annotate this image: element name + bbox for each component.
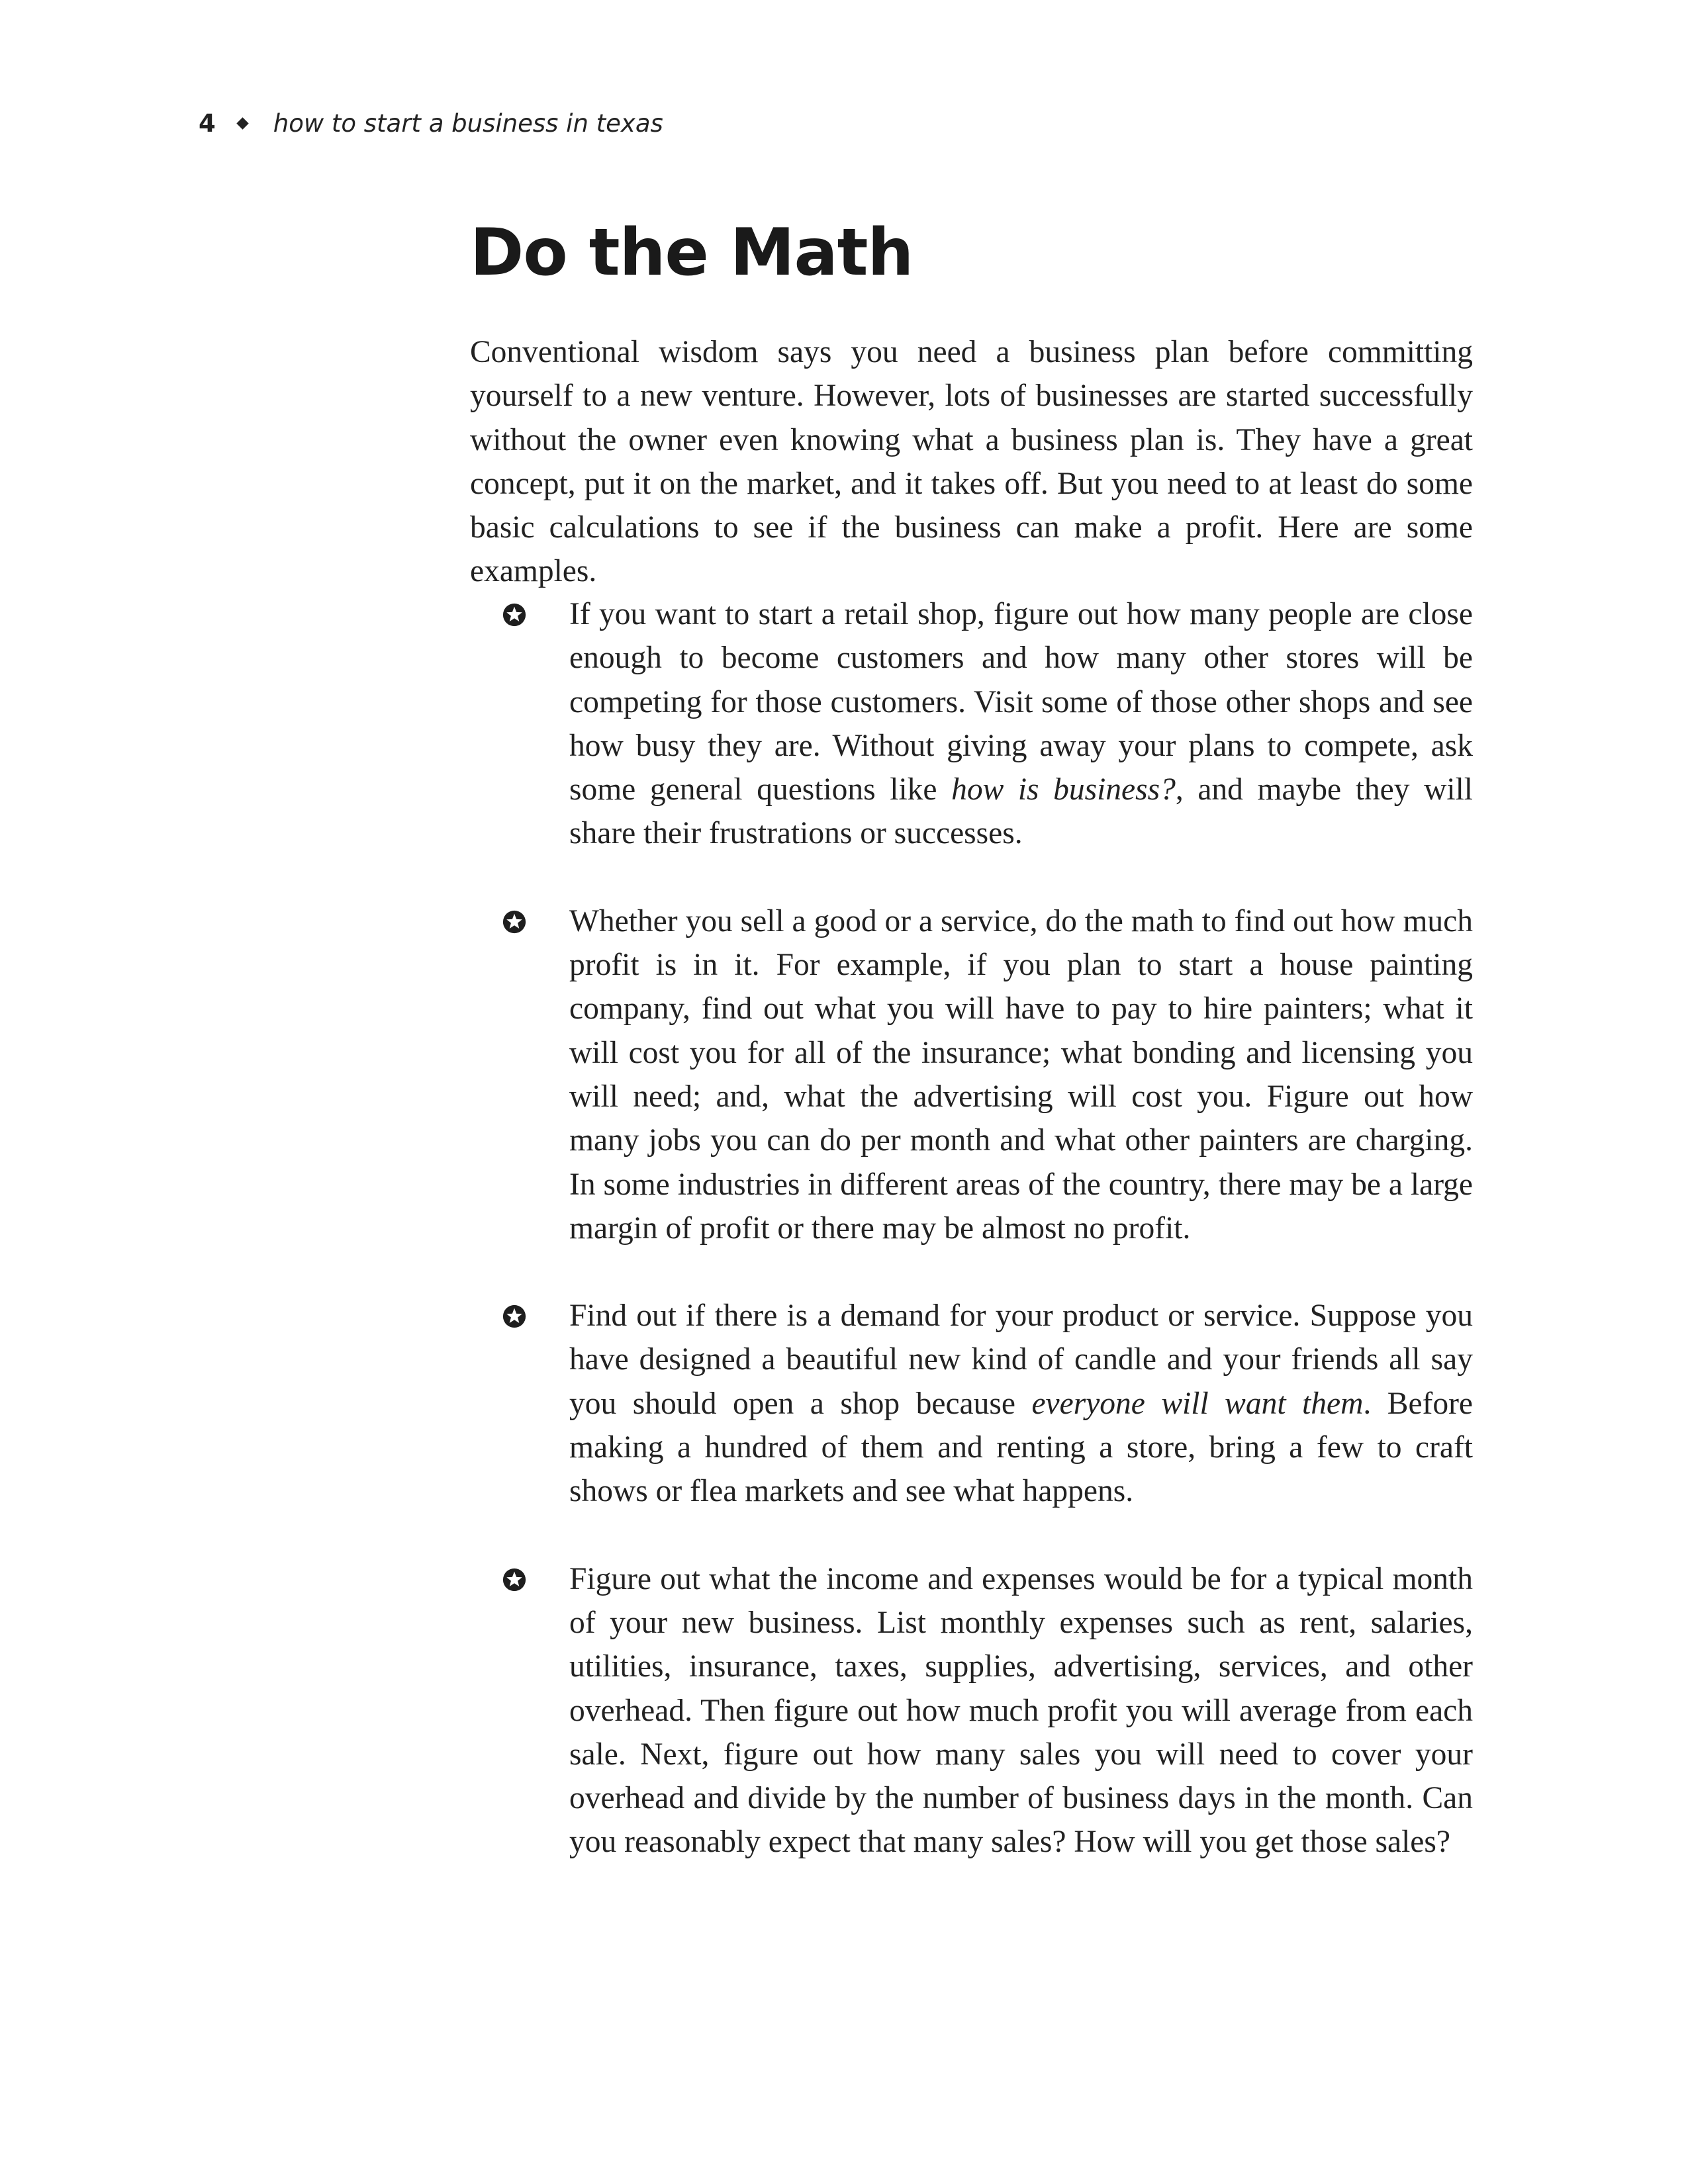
star-bullet-icon: [502, 602, 527, 627]
list-item: [470, 592, 1473, 856]
list-item: [470, 899, 1473, 1250]
list-item-text: [569, 592, 1473, 856]
emphasis-text: everyone will want them: [1031, 1386, 1364, 1421]
section-title: Do the Math: [470, 215, 914, 291]
list-item-text: Whether you sell a good or a service, do the math to find out how much profit is in it. For example, if you plan to start a house painting company, find out what you will have to pay to hire painters; what it will cost you for all of the insurance; what bonding and licensing you will need; and, what the advertising will cost you. Figure out how many jobs you can do per month and what other painters are charging. In some industries in different areas of the country, there may be a large margin of profit or there may be almost no profit.: [569, 903, 1473, 1246]
star-bullet-icon: [502, 1304, 527, 1329]
list-item-text-part: Find out if there is a demand for your product or service. Suppose you have designed a beautiful new kind of candle and your friends all say you should open a shop because: [569, 1298, 1473, 1421]
list-item-text: Figure out what the income and expenses would be for a typical month of your new business. List monthly expenses such as rent, salaries, utilities, insurance, taxes, supplies, advertising, services, and other overhead. Then figure out how much profit you will average from each sale. Next, figure out how many sales you will need to cover your overhead and divide by the number of business days in the month. Can you reasonably expect that many sales? How will you get those sales?: [569, 1561, 1473, 1860]
star-bullet-icon: [502, 1567, 527, 1592]
star-bullet-icon: [502, 909, 527, 934]
page-number: 4: [199, 109, 216, 138]
list-item: [470, 1557, 1473, 1864]
list-item-text: [569, 1294, 1473, 1513]
running-header: [199, 105, 663, 142]
list-item-text-part: . Before making a hundred of them and renting a store, bring a few to craft shows or flea markets and see what happens.: [569, 1386, 1474, 1509]
examples-list: [470, 592, 1473, 1908]
emphasis-text: how is business?: [951, 772, 1176, 807]
list-item-text-part: If you want to start a retail shop, figure out how many people are close enough to become customers and how many other stores will be competing for those customers. Visit some of those other shops and see how busy they are. Without giving away your plans to compete, ask some general questions like: [569, 597, 1473, 807]
intro-paragraph: Conventional wisdom says you need a business plan before committing yourself to a new venture. However, lots of businesses are started successfully without the owner even knowing what a business plan is. They have a great concept, put it on the market, and it takes off. But you need to at least do some basic calculations to see if the business can make a profit. Here are some examples.: [470, 335, 1473, 589]
running-title: how to start a business in texas: [273, 109, 663, 138]
list-item: [470, 1294, 1473, 1513]
diamond-separator-icon: [236, 117, 248, 129]
list-item-text-part: , and maybe they will share their frustrations or successes.: [569, 772, 1473, 851]
